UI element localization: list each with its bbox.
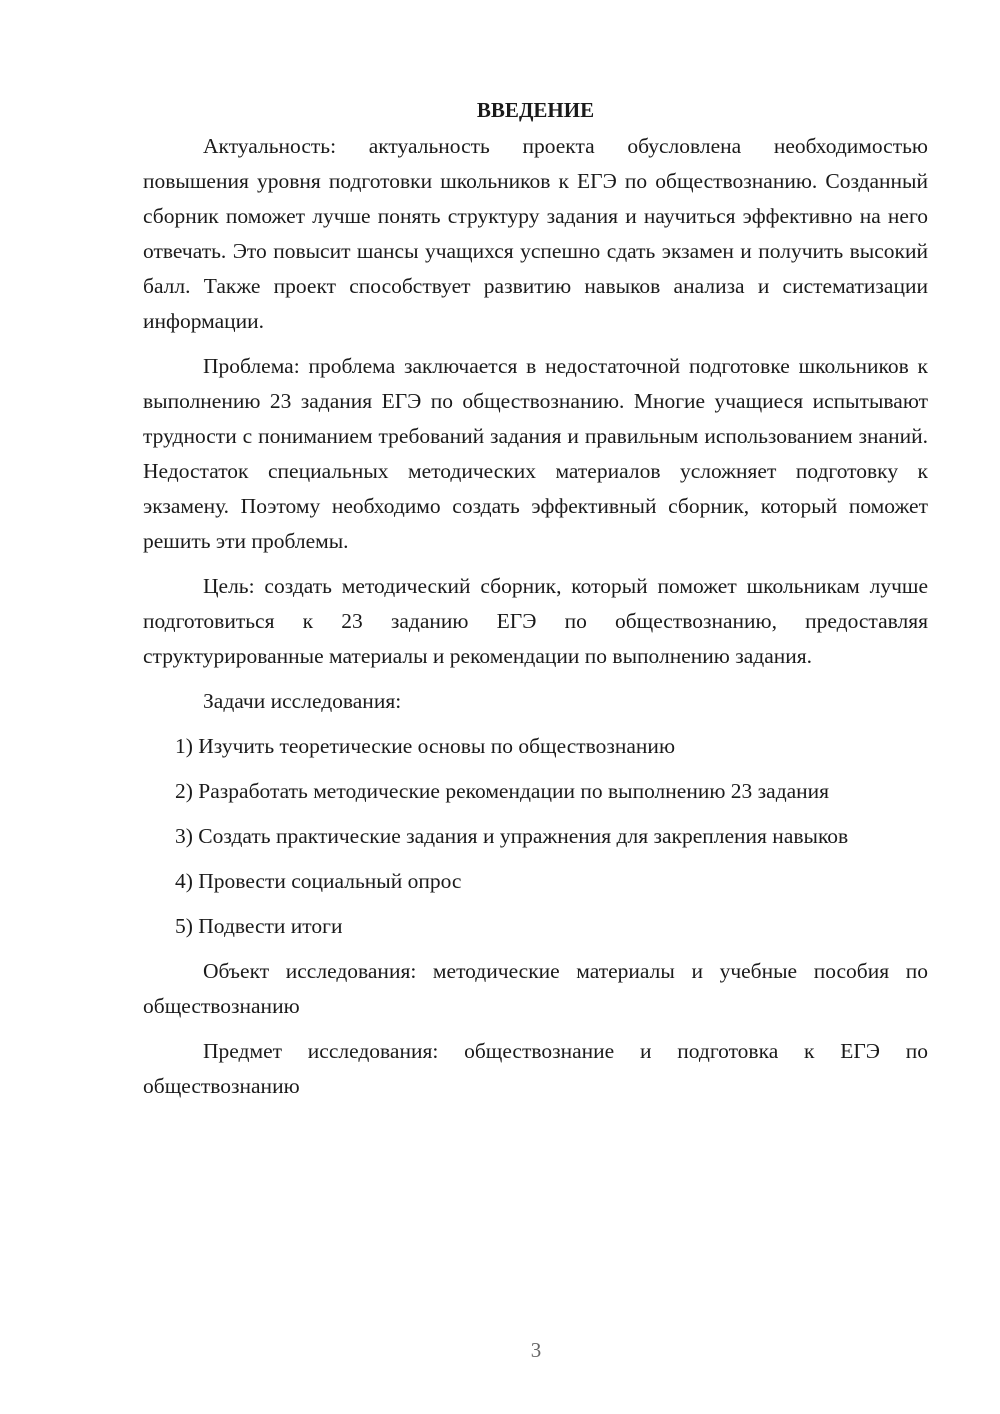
subject-paragraph: Предмет исследования: обществознание и подготовка к ЕГЭ по обществознанию <box>143 1039 928 1098</box>
task-item-5: 5) Подвести итоги <box>175 914 343 938</box>
page-number: 3 <box>530 1338 542 1362</box>
task-item-2: 2) Разработать методические рекомендации по выполнению 23 задания <box>175 779 830 803</box>
relevance-paragraph: Актуальность: актуальность проекта обусловлена необходимостью повышения уровня подготовки школьников к ЕГЭ по обществознанию. Созданный сборник поможет лучше понять структуру задания и научиться эффективно на него отвечать. Это повысит шансы учащихся успешно сдать экзамен и получить высокий балл. Также проект способствует развитию навыков анализа и систематизации информации. <box>143 134 928 333</box>
page-title: ВВЕДЕНИЕ <box>476 98 595 122</box>
tasks-heading: Задачи исследования: <box>203 689 402 713</box>
problem-paragraph: Проблема: проблема заключается в недостаточной подготовке школьников к выполнению 23 задания ЕГЭ по обществознанию. Многие учащиеся испытывают трудности с пониманием требований задания и правильным использованием знаний. Недостаток специальных методических материалов усложняет подготовку к экзамену. Поэтому необходимо создать эффективный сборник, который поможет решить эти проблемы. <box>143 354 928 553</box>
page-content <box>143 93 928 1114</box>
task-item-3: 3) Создать практические задания и упражнения для закрепления навыков <box>175 824 849 848</box>
object-paragraph: Объект исследования: методические материалы и учебные пособия по обществознанию <box>143 959 928 1018</box>
task-item-1: 1) Изучить теоретические основы по обществознанию <box>175 734 676 758</box>
goal-paragraph: Цель: создать методический сборник, который поможет школьникам лучше подготовиться к 23 заданию ЕГЭ по обществознанию, предоставляя структурированные материалы и рекомендации по выполнению задания. <box>143 574 928 668</box>
task-item-4: 4) Провести социальный опрос <box>175 869 462 893</box>
